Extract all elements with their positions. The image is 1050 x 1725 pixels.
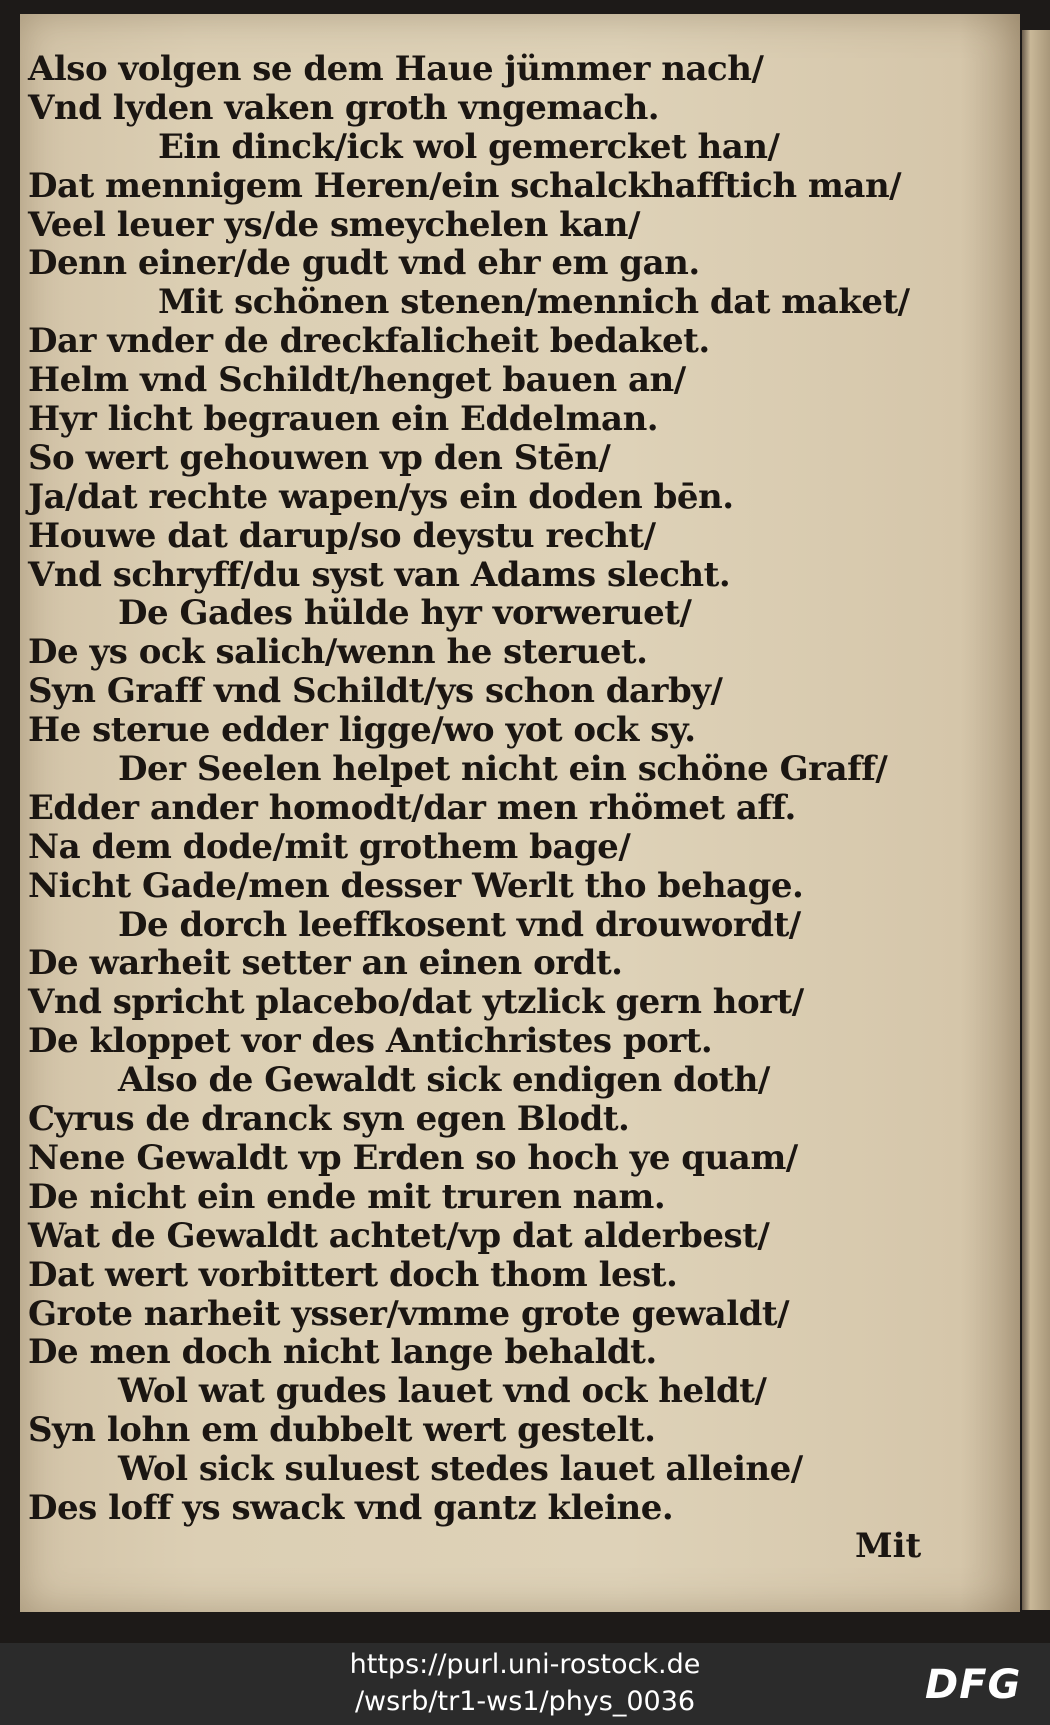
verse-line: Der Seelen helpet nicht ein schöne Graff/: [118, 749, 888, 790]
verse-line: Vnd lyden vaken groth vngemach.: [28, 87, 660, 128]
verse-line: Wol sick suluest stedes lauet alleine/: [118, 1449, 803, 1490]
dfg-logo: DFG: [925, 1662, 1022, 1708]
verse-line: So wert gehouwen vp den Stēn/: [28, 437, 611, 478]
verse-line: Syn Graff vnd Schildt/ys schon darby/: [28, 671, 723, 712]
verse-line: De kloppet vor des Antichristes port.: [28, 1021, 713, 1062]
verse-line: Dat mennigem Heren/ein schalckhafftich man/: [28, 165, 902, 206]
verse-line: Hyr licht begrauen ein Eddelman.: [28, 399, 659, 440]
verse-line: Ein dinck/ick wol gemercket han/: [158, 126, 780, 167]
verse-line: Vnd schryff/du syst van Adams slecht.: [28, 554, 731, 595]
verse-text-block: [28, 50, 928, 1528]
verse-line: Dar vnder de dreckfalicheit bedaket.: [28, 321, 710, 362]
verse-line: Syn lohn em dubbelt wert gestelt.: [28, 1410, 656, 1451]
catchword: Mit: [855, 1526, 922, 1566]
verse-line: Nene Gewaldt vp Erden so hoch ye quam/: [28, 1137, 798, 1178]
verse-line: Denn einer/de gudt vnd ehr em gan.: [28, 243, 700, 284]
verse-line: Cyrus de dranck syn egen Blodt.: [28, 1099, 630, 1140]
verse-line: Nicht Gade/men desser Werlt tho behage.: [28, 865, 804, 906]
verse-line: Dat wert vorbittert doch thom lest.: [28, 1254, 678, 1295]
verse-line: Ja/dat rechte wapen/ys ein doden bēn.: [28, 476, 734, 517]
verse-line: Mit schönen stenen/mennich dat maket/: [158, 282, 910, 323]
verse-line: Grote narheit ysser/vmme grote gewaldt/: [28, 1293, 790, 1334]
verse-line: Also de Gewaldt sick endigen doth/: [118, 1060, 770, 1101]
verse-line: Wol wat gudes lauet vnd ock heldt/: [118, 1371, 767, 1412]
verse-line: Helm vnd Schildt/henget bauen an/: [28, 360, 686, 401]
verse-line: Vnd spricht placebo/dat ytzlick gern hort/: [28, 982, 804, 1023]
verse-line: Houwe dat darup/so deystu recht/: [28, 515, 656, 556]
verse-line: Wat de Gewaldt achtet/vp dat alderbest/: [28, 1215, 770, 1256]
verse-line: He sterue edder ligge/wo yot ock sy.: [28, 710, 696, 751]
next-page-edge: [1022, 30, 1050, 1610]
verse-line: Na dem dode/mit grothem bage/: [28, 826, 631, 867]
url-line-2[interactable]: /wsrb/tr1-ws1/phys_0036: [354, 1686, 696, 1717]
verse-line: De warheit setter an einen ordt.: [28, 943, 623, 984]
verse-line: Edder ander homodt/dar men rhömet aff.: [28, 787, 796, 828]
permalink-url[interactable]: [200, 1646, 850, 1720]
verse-line: Also volgen se dem Haue jümmer nach/: [28, 49, 764, 89]
verse-line: De dorch leeffkosent vnd drouwordt/: [118, 904, 801, 945]
verse-line: Veel leuer ys/de smeychelen kan/: [28, 204, 640, 245]
verse-line: De Gades hülde hyr vorweruet/: [118, 593, 692, 634]
verse-line: De men doch nicht lange behaldt.: [28, 1332, 657, 1373]
verse-line: De nicht ein ende mit truren nam.: [28, 1176, 666, 1217]
verse-line: De ys ock salich/wenn he steruet.: [28, 632, 648, 673]
url-line-1[interactable]: https://purl.uni-rostock.de: [349, 1649, 701, 1680]
verse-line: Des loff ys swack vnd gantz kleine.: [28, 1487, 674, 1528]
